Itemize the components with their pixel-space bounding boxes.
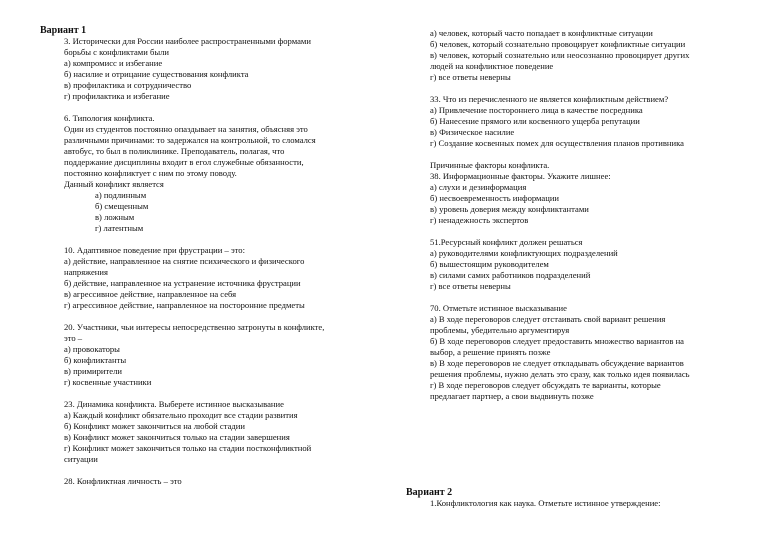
- question-6: [40, 113, 372, 234]
- question-3: [40, 36, 372, 102]
- answer-option: а) Привлечение постороннего лица в качестве посредника: [430, 105, 643, 115]
- question-33-text: 33. Что из перечисленного не является конфликтным действием?: [430, 94, 669, 104]
- question-10-text: 10. Адаптивное поведение при фрустрации – это:: [64, 245, 245, 255]
- question-1-text: 1.Конфликтология как наука. Отметьте истинное утверждение:: [430, 498, 661, 508]
- variant-2-section: [406, 487, 746, 509]
- answer-option: людей на конфликтное поведение: [430, 61, 554, 71]
- question-6-text: различными причинами: то задержался на контрольной, то сломался: [64, 135, 316, 145]
- question-28-text: 28. Конфликтная личность – это: [64, 476, 182, 486]
- question-38-text: 38. Информационные факторы. Укажите лишнее:: [430, 171, 611, 181]
- answer-option: г) Конфликт может закончиться только на стадии постконфликтной: [64, 443, 312, 453]
- answer-option: в) агрессивное действие, направленное на себя: [64, 289, 237, 299]
- question-33: [406, 94, 746, 149]
- section-heading: Причинные факторы конфликта.: [430, 160, 550, 170]
- answer-option: в) профилактика и сотрудничество: [64, 80, 192, 90]
- answer-option: в) примирители: [64, 366, 122, 376]
- answer-option: б) смещенным: [95, 201, 149, 211]
- answer-option: в) человек, который сознательно или неосознанно провоцирует других: [430, 50, 690, 60]
- answer-option: а) руководителями конфликтующих подразделений: [430, 248, 618, 258]
- question-51: [406, 237, 746, 292]
- question-20-text: это –: [64, 333, 83, 343]
- answer-option: г) агрессивное действие, направленное на посторонние предметы: [64, 300, 305, 310]
- answer-option: выбор, а решение принять позже: [430, 347, 551, 357]
- question-70-text: 70. Отметьте истинное высказывание: [430, 303, 567, 313]
- answer-option: а) провокаторы: [64, 344, 120, 354]
- question-6-text: постоянно конфликтует с ним по этому поводу.: [64, 168, 237, 178]
- question-23-text: 23. Динамика конфликта. Выберете истинное высказывание: [64, 399, 284, 409]
- question-28-options: [406, 28, 746, 83]
- answer-option: а) В ходе переговоров следует отстаивать свой вариант решения: [430, 314, 666, 324]
- left-column: [40, 25, 372, 498]
- answer-option: в) В ходе переговоров не следует откладывать обсуждение вариантов: [430, 358, 684, 368]
- question-20: [40, 322, 372, 388]
- variant-1-title: Вариант 1: [40, 25, 87, 36]
- answer-option: в) Конфликт может закончиться только на стадии завершения: [64, 432, 290, 442]
- answer-option: г) латентным: [95, 223, 144, 233]
- answer-option: б) вышестоящим руководителем: [430, 259, 549, 269]
- answer-option: б) несвоевременность информации: [430, 193, 560, 203]
- answer-option: в) уровень доверия между конфликтантами: [430, 204, 589, 214]
- answer-option: напряжения: [64, 267, 108, 277]
- answer-option: а) Каждый конфликт обязательно проходит все стадии развития: [64, 410, 298, 420]
- question-6-text: автобус, то был в поликлинике. Преподаватель, полагая, что: [64, 146, 285, 156]
- question-6-text: Данный конфликт является: [64, 179, 164, 189]
- question-28: [40, 476, 372, 487]
- question-6-text: Один из студентов постоянно опаздывает на занятия, объясняя это: [64, 124, 308, 134]
- answer-option: г) все ответы неверны: [430, 281, 511, 291]
- answer-option: б) Конфликт может закончиться на любой стадии: [64, 421, 245, 431]
- answer-option: г) Создание косвенных помех для осуществления планов противника: [430, 138, 684, 148]
- answer-option: решения проблемы, нужно делать это сразу, как только идея появилась: [430, 369, 690, 379]
- question-23: [40, 399, 372, 465]
- question-3-text: борьбы с конфликтами были: [64, 47, 169, 57]
- question-20-text: 20. Участники, чьи интересы непосредственно затронуты в конфликте,: [64, 322, 325, 332]
- answer-option: б) человек, который сознательно провоцирует конфликтные ситуации: [430, 39, 686, 49]
- answer-option: г) профилактика и избегание: [64, 91, 170, 101]
- answer-option: предлагает партнер, а свои выдвинуть позже: [430, 391, 594, 401]
- answer-option: а) компромисс и избегание: [64, 58, 163, 68]
- question-6-text: поддержание дисциплины входит в егол служебные обязанности,: [64, 157, 304, 167]
- question-3-text: 3. Исторически для России наиболее распространенными формами: [64, 36, 311, 46]
- right-column: [406, 28, 746, 413]
- answer-option: г) В ходе переговоров следует обсуждать те варианты, которые: [430, 380, 661, 390]
- question-38: [406, 160, 746, 226]
- answer-option: проблемы, убедительно аргументируя: [430, 325, 570, 335]
- answer-option: в) силами самих работников подразделений: [430, 270, 591, 280]
- question-70: [406, 303, 746, 402]
- answer-option: в) ложным: [95, 212, 135, 222]
- answer-option: ситуации: [64, 454, 98, 464]
- answer-option: г) косвенные участники: [64, 377, 152, 387]
- answer-option: б) конфликтанты: [64, 355, 127, 365]
- question-6-text: 6. Типология конфликта.: [64, 113, 155, 123]
- answer-option: а) слухи и дезинформация: [430, 182, 527, 192]
- answer-option: а) действие, направленное на снятие психического и физического: [64, 256, 305, 266]
- question-51-text: 51.Ресурсный конфликт должен решаться: [430, 237, 583, 247]
- answer-option: г) все ответы неверны: [430, 72, 511, 82]
- answer-option: а) человек, который часто попадает в конфликтные ситуации: [430, 28, 653, 38]
- variant-2-title: Вариант 2: [406, 487, 453, 498]
- answer-option: г) ненадежность экспертов: [430, 215, 529, 225]
- question-10: [40, 245, 372, 311]
- answer-option: в) Физическое насилие: [430, 127, 515, 137]
- answer-option: б) насилие и отрицание существования конфликта: [64, 69, 249, 79]
- answer-option: а) подлинным: [95, 190, 147, 200]
- answer-option: б) В ходе переговоров следует предоставить множество вариантов на: [430, 336, 684, 346]
- answer-option: б) Нанесение прямого или косвенного ущерба репутации: [430, 116, 640, 126]
- answer-option: б) действие, направленное на устранение источника фрустрации: [64, 278, 301, 288]
